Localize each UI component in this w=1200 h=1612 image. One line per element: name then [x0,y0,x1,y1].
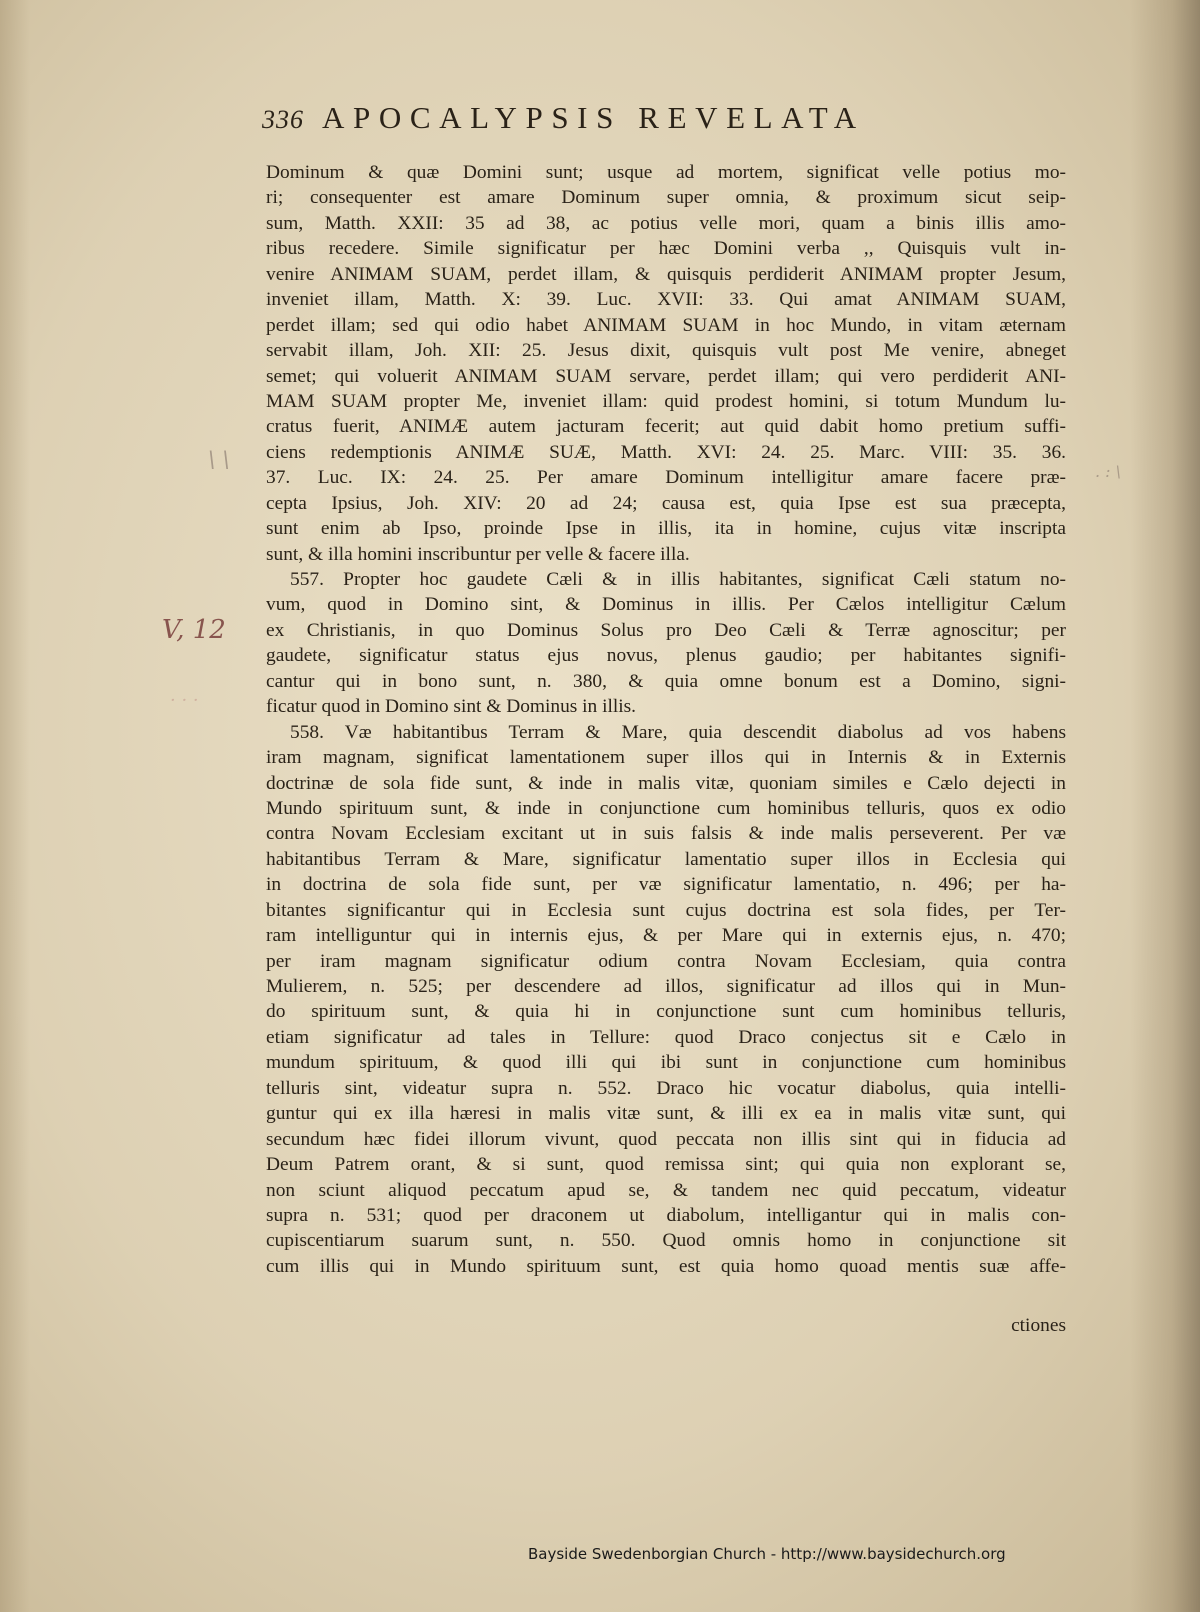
text-line: cum illis qui in Mundo spirituum sunt, est quia homo quoad mentis suæ affe- [266,1255,1066,1277]
text-line: do spirituum sunt, & quia hi in conjunctione sunt cum hominibus telluris, [266,1001,1066,1023]
text-line: cratus fuerit, ANIMÆ autem jacturam fecerit; aut quid dabit homo pretium suffi- [266,416,1066,438]
text-line: 557. Propter hoc gaudete Cæli & in illis habitantes, significat Cæli statum no- [290,569,1066,590]
page-number: 336 [262,105,304,134]
text-line: guntur qui ex illa hæresi in malis vitæ sunt, & illi ex ea in malis vitæ sunt, qui [266,1103,1066,1125]
text-line: sum, Matth. XXII: 35 ad 38, ac potius velle mori, quam a binis illis amo- [266,212,1066,234]
text-line: supra n. 531; quod per draconem ut diabolum, intelligantur qui in malis con- [266,1204,1066,1226]
text-line: cantur qui in bono sunt, n. 380, & quia omne bonum est a Domino, signi- [266,670,1066,692]
text-line: ciens redemptionis ANIMÆ SUÆ, Matth. XVI: 24. 25. Marc. VIII: 35. 36. [266,441,1066,463]
text-line: cepta Ipsius, Joh. XIV: 20 ad 24; causa est, quia Ipse est sua præcepta, [266,492,1066,514]
text-line: doctrinæ de sola fide sunt, & inde in malis vitæ, quoniam similes e Cælo dejecti in [266,772,1066,794]
text-line: secundum hæc fidei illorum vivunt, quod peccata non illis sint qui in fiducia ad [266,1128,1066,1150]
text-line: 37. Luc. IX: 24. 25. Per amare Dominum intelligitur amare facere præ- [266,467,1066,489]
body-text [266,160,1066,1279]
text-line: perdet illam; sed qui odio habet ANIMAM SUAM in hoc Mundo, in vitam æternam [266,314,1066,336]
text-line: contra Novam Ecclesiam excitant ut in suis falsis & inde malis perseverent. Per væ [266,823,1066,845]
text-line: ex Christianis, in quo Dominus Solus pro Deo Cæli & Terræ agnoscitur; per [266,619,1066,641]
text-line: bitantes significantur qui in Ecclesia sunt cujus doctrina est sola fides, per Ter- [266,899,1066,921]
text-line: cupiscentiarum suarum sunt, n. 550. Quod omnis homo in conjunctione sit [266,1230,1066,1252]
text-line: non sciunt aliquod peccatum apud se, & tandem nec quid peccatum, videatur [266,1179,1066,1201]
text-line: servabit illam, Joh. XII: 25. Jesus dixit, quisquis vult post Me venire, abneget [266,340,1066,362]
text-line: sunt enim ab Ipso, proinde Ipse in illis, ita in homine, cujus vitæ inscripta [266,518,1066,540]
text-line: Dominum & quæ Domini sunt; usque ad mortem, significat velle potius mo- [266,162,1066,183]
text-line: inveniet illam, Matth. X: 39. Luc. XVII: 33. Qui amat ANIMAM SUAM, [266,289,1066,311]
footer-credit: Bayside Swedenborgian Church - http://www.baysidechurch.org [528,1545,1006,1563]
text-line: ribus recedere. Simile significatur per hæc Domini verba ,, Quisquis vult in- [266,238,1066,260]
text-line: semet; qui voluerit ANIMAM SUAM servare, perdet illam; qui vero perdiderit ANI- [266,365,1066,387]
margin-marks-left: \ \ [208,448,230,473]
text-line: ri; consequenter est amare Dominum super omnia, & proximum sicut seip- [266,187,1066,209]
text-line: in doctrina de sola fide sunt, per væ significatur lamentatio, n. 496; per ha- [266,874,1066,896]
text-line: gaudete, significatur status ejus novus, plenus gaudio; per habitantes signifi- [266,645,1066,667]
catchword: ctiones [1011,1315,1066,1336]
text-line: MAM SUAM propter Me, inveniet illam: quid prodest homini, si totum Mundum lu- [266,390,1066,412]
spine-shadow [1130,0,1200,1612]
text-line: telluris sint, videatur supra n. 552. Draco hic vocatur diabolus, quia intelli- [266,1077,1066,1099]
page-title: APOCALYPSIS REVELATA [322,100,865,135]
text-line: 558. Væ habitantibus Terram & Mare, quia descendit diabolus ad vos habens [290,721,1066,743]
text-line: mundum spirituum, & quod illi qui ibi sunt in conjunctione cum hominibus [266,1052,1066,1074]
running-head [262,100,1042,148]
text-line: habitantibus Terram & Mare, significatur lamentatio super illos in Ecclesia qui [266,848,1066,870]
text-line: ficatur quod in Domino sint & Dominus in illis. [266,696,637,718]
text-line: vum, quod in Domino sint, & Dominus in illis. Per Cælos intelligitur Cælum [266,594,1066,616]
text-line: per iram magnam significatur odium contra Novam Ecclesiam, quia contra [266,950,1066,972]
text-line: Deum Patrem orant, & si sunt, quod remissa sint; qui quia non explorant se, [266,1154,1066,1176]
margin-smudge: · · · [170,690,199,711]
margin-reference-note: V, 12 [162,615,226,645]
text-line: etiam significatur ad tales in Tellure: quod Draco conjectus sit e Cælo in [266,1026,1066,1048]
text-line: venire ANIMAM SUAM, perdet illam, & quisquis perdiderit ANIMAM propter Jesum, [266,263,1066,285]
text-line: ram intelliguntur qui in internis ejus, & per Mare qui in externis ejus, n. 470; [266,925,1066,947]
text-line: Mulierem, n. 525; per descendere ad illos, significatur ad illos qui in Mun- [266,976,1066,997]
text-line: iram magnam, significat lamentationem super illos qui in Internis & in Externis [266,747,1066,769]
text-line: Mundo spirituum sunt, & inde in conjunctione cum hominibus telluris, quos ex odio [266,797,1066,819]
text-line: sunt, & illa homini inscribuntur per velle & facere illa. [266,543,690,565]
margin-marks-right: . : \ [1095,462,1122,481]
page-left-edge [0,0,30,1612]
